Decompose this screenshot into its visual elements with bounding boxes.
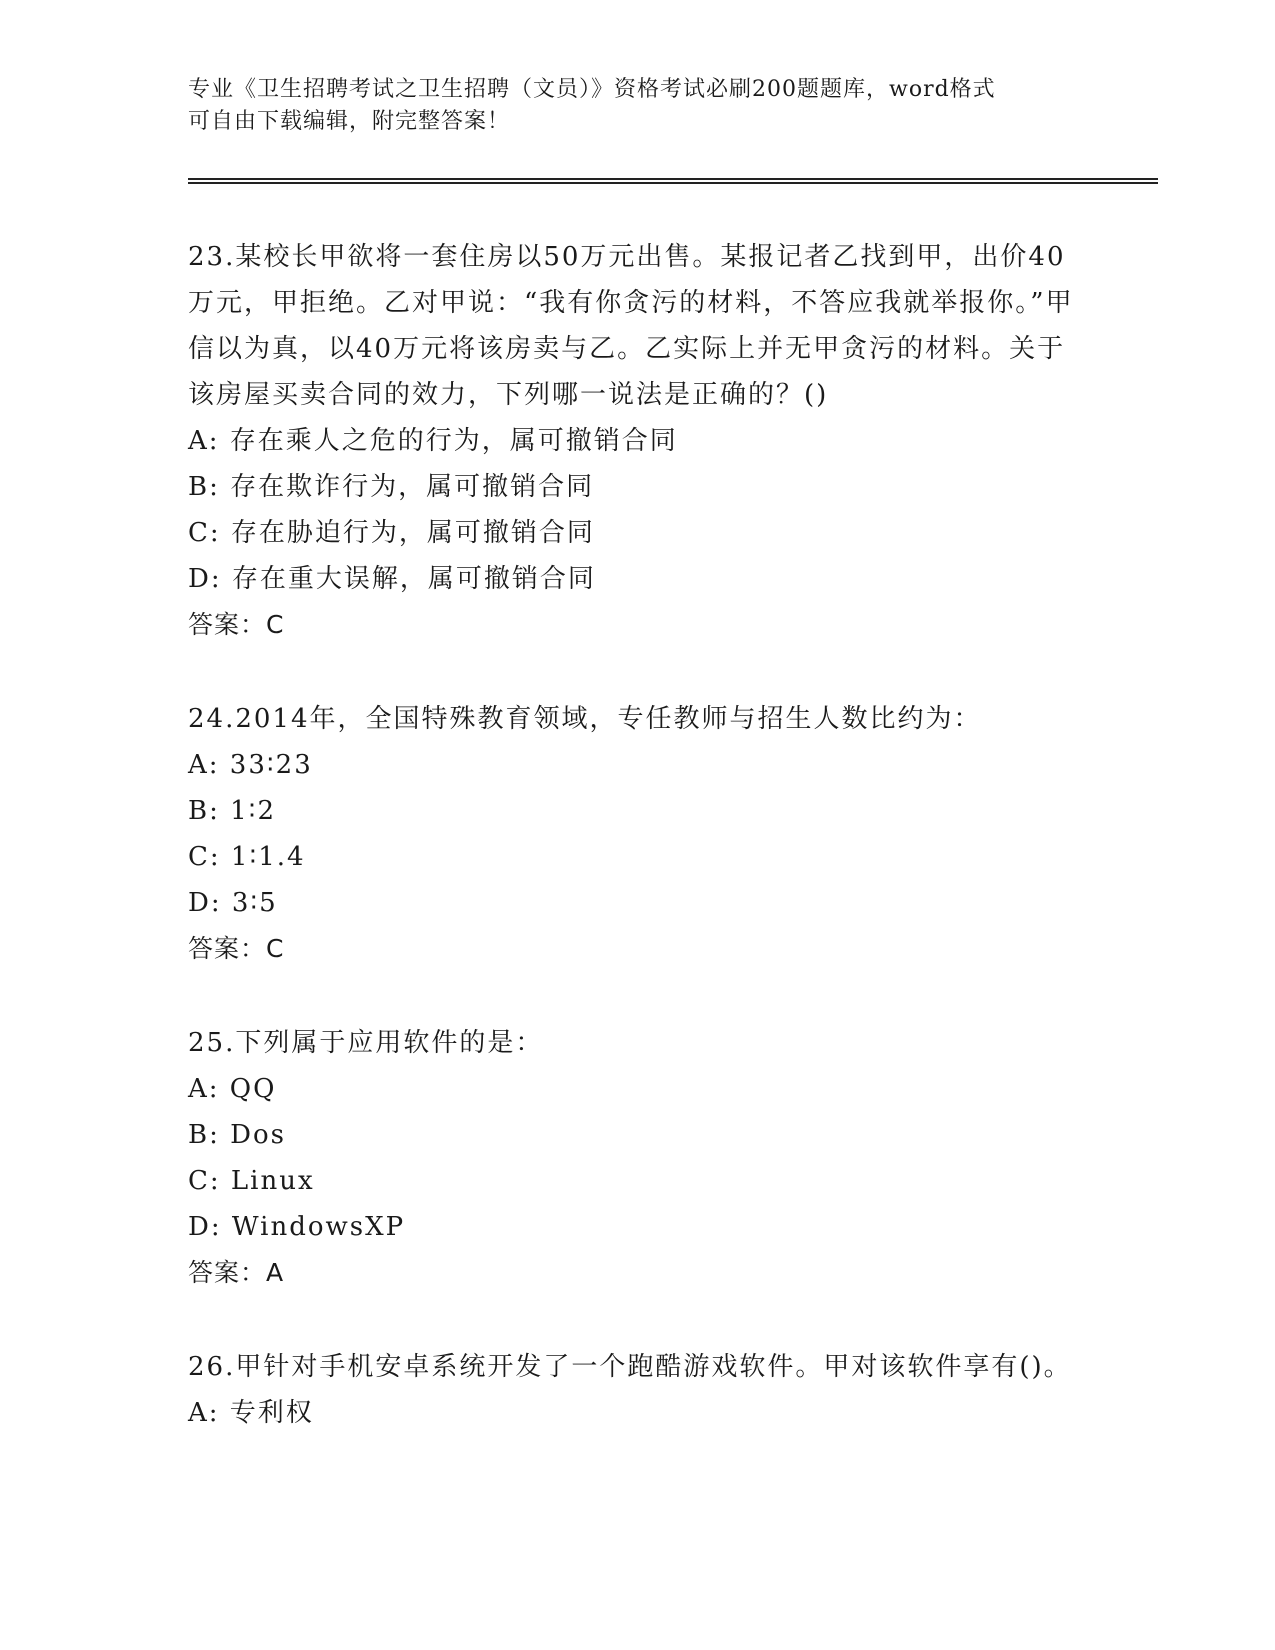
question-23 — [188, 234, 1088, 648]
option-b: B: Dos — [188, 1120, 286, 1150]
option-c: C: 1∶1.4 — [188, 842, 306, 872]
option-a: A: 专利权 — [188, 1398, 314, 1428]
question-stem: 26.甲针对手机安卓系统开发了一个跑酷游戏软件。甲对该软件享有()。 — [188, 1352, 1072, 1382]
header-double-rule — [188, 178, 1158, 184]
answer: 答案：C — [188, 610, 285, 639]
question-25 — [188, 1020, 1088, 1296]
answer: 答案：C — [188, 934, 285, 963]
question-stem: 25.下列属于应用软件的是： — [188, 1028, 544, 1058]
header-line-2: 可自由下载编辑，附完整答案！ — [188, 109, 511, 134]
option-b: B: 1∶2 — [188, 796, 276, 826]
option-c: C: Linux — [188, 1166, 315, 1196]
option-d: D: WindowsXP — [188, 1212, 406, 1242]
answer: 答案：A — [188, 1258, 285, 1287]
option-a: A: QQ — [188, 1074, 277, 1104]
option-a: A: 存在乘人之危的行为，属可撤销合同 — [188, 426, 678, 456]
option-d: D: 存在重大误解，属可撤销合同 — [188, 564, 596, 594]
question-stem: 23.某校长甲欲将一套住房以50万元出售。某报记者乙找到甲，出价40万元，甲拒绝。乙对甲说：“我有你贪污的材料，不答应我就举报你。”甲信以为真，以40万元将该房卖与乙。乙实际上并无甲贪污的材料。关于该房屋买卖合同的效力，下列哪一说法是正确的？() — [188, 242, 1074, 410]
question-list — [188, 234, 1088, 1484]
question-24 — [188, 696, 1088, 972]
question-stem: 24.2014年，全国特殊教育领域，专任教师与招生人数比约为： — [188, 704, 982, 734]
question-26 — [188, 1344, 1088, 1436]
option-d: D: 3∶5 — [188, 888, 278, 918]
option-b: B: 存在欺诈行为，属可撤销合同 — [188, 472, 595, 502]
option-a: A: 33∶23 — [188, 750, 313, 780]
option-c: C: 存在胁迫行为，属可撤销合同 — [188, 518, 595, 548]
header-line-1: 专业《卫生招聘考试之卫生招聘（文员）》资格考试必刷200题题库，word格式 — [188, 77, 996, 102]
document-header — [188, 74, 1068, 138]
